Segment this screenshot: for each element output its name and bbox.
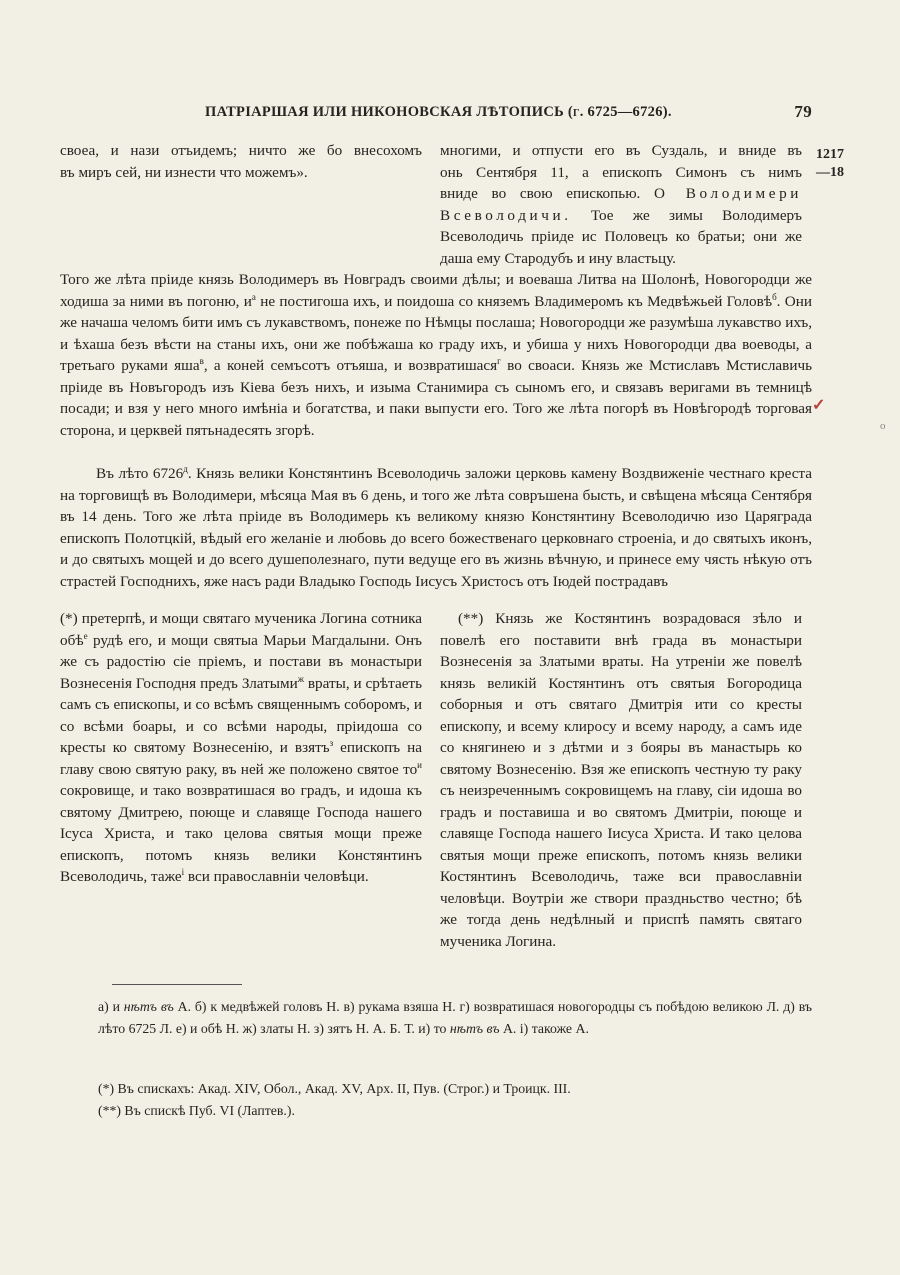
margin-year: 1217: [816, 147, 844, 162]
text-run: Въ лѣто 6726: [96, 465, 184, 482]
top-right-column: [440, 140, 802, 269]
top-left-column: [60, 140, 422, 183]
top-right-line: многими, и отпусти его въ Суздаль, и вниде въ: [440, 142, 802, 159]
text-run: (*) претерпѣ, и мощи святаго мученика Логина сотника обѣ: [60, 610, 422, 649]
footnote-rule: [112, 984, 242, 985]
footnote-ref: ж: [297, 673, 304, 684]
text-run: (**) Князь же Костянтинъ возрадовася зѣло и повелѣ его поставити внѣ града въ монастыри Вознесенія за Златыми враты. На утреніи же повелѣ князь великій Костянтинъ отъ святыя Богородица соборныя и отъ святаго Дмитрія ити со кресты епископу, и всему клиросу и всему народу, а самъ иде со княгинею и з дѣтми и з бояры въ манастырь ко святому Вознесенію. Взя же епископъ честную ту раку съ неизреченнымъ сокровищемъ на главу, сіи идоша во градъ и поставиша и во святомъ Дмитріи, поюще и славяще Господа нашего Іисуса Христа. И тако целова святыя мощи преже епископъ, потомъ князь велики Костянтинъ Всеволодичь, таже вси православніи человѣци. Воутріи же створи праздньство честно; бѣ же тогда день недѣлный и приспѣ память святаго мученика Логина.: [440, 610, 802, 950]
footnote-ref: б: [772, 291, 777, 302]
footnote-ref: г: [497, 356, 501, 366]
text-run-italic: нѣтъ въ: [449, 1021, 500, 1036]
top-right-line: онь Сентября 11, а епископъ Симонъ съ нимъ: [440, 163, 802, 181]
text-run: рудѣ его, и мощи святыа Марьи Магдалыни. Онъ же съ радостію сіе пріемъ, и постави въ монастыри Вознесенія Господня предъ Златыми: [60, 631, 422, 692]
left-variant-column: [60, 608, 422, 888]
paragraph-1: [60, 269, 812, 441]
text-run: не постигоша ихъ, и поидоша со княземъ Владимеромъ къ Медвѣжьей Головѣ: [255, 292, 773, 310]
header-title: ПАТРІАРШАЯ ИЛИ НИКОНОВСКАЯ ЛѢТОПИСЬ (г. 6725—6726).: [205, 104, 672, 120]
text-run: Того же лѣта пріиде князь Володимеръ въ Новградъ своими дѣлы; и воеваша Литва на Шолонѣ, Новогородци же ходиша за ними въ погоню, и: [60, 271, 812, 310]
text-run: вси православніи человѣци.: [184, 868, 369, 885]
text-run: сокровище, и тако возвратишася во градъ, и идоша къ святому Дмитрею, поюще и славяще Господа нашего Ісуса Христа, и тако целова святыя мощи преже епископъ, потомъ князь велики Констянтинъ Всеволодичь, таже: [60, 782, 422, 885]
margin-year-range: —18: [816, 165, 844, 180]
section-heading-spaced: О Володимери Всеволодичи.: [440, 185, 802, 224]
footnote-ref: і: [181, 867, 185, 877]
running-header: [60, 104, 812, 128]
text-run: А. і) такоже А.: [499, 1021, 589, 1036]
right-variant-column: [440, 608, 802, 952]
text-run-italic: нѣтъ въ: [123, 999, 174, 1014]
footnote-ref: а: [251, 291, 256, 302]
text-run: во своаси. Князь же Мстиславъ Мстиславичь пріиде въ Новъгородъ изъ Кіева безъ нихъ, и изыма Станимира съ сыномъ его, и связавъ веригами въ темницѣ посади; и взя у него много имѣніа и богатства, и паки выпусти его. Того же лѣта погорѣ въ Новѣгородѣ торговая сторона, и церквей пятьнадесять згорѣ.: [60, 357, 813, 439]
source-note: (**) Въ спискѣ Пуб. VI (Лаптев.).: [98, 1103, 295, 1118]
top-right-rest: Тое же зимы Володимеръ Всеволодичь пріиде ис Половецъ ко братьи; они же даша ему Стародубъ и ину властьцу.: [440, 206, 803, 267]
text-run: епископъ на главу свою святую раку, въ ней же положено святое то: [60, 739, 422, 778]
top-right-text: [440, 183, 802, 269]
text-run: а) и: [98, 999, 124, 1014]
top-left-line: въ миръ сей, ни изнести что можемъ».: [60, 163, 308, 181]
check-mark-icon: ✓: [812, 397, 826, 414]
top-left-line: своеа, и нази отъидемъ; ничто же бо внесохомъ: [60, 142, 422, 159]
page-number: 79: [794, 102, 812, 121]
footnote-ref: в: [199, 356, 204, 366]
footnote-ref: е: [83, 630, 88, 641]
source-note: (*) Въ спискахъ: Акад. XIV, Обол., Акад. XV, Арх. II, Пув. (Строг.) и Троицк. III.: [98, 1081, 571, 1096]
text-run: , а коней семъсотъ отъяша, и возвратишася: [203, 357, 498, 374]
footnote-ref: з: [329, 738, 334, 748]
footnotes-sources: [98, 1078, 812, 1122]
text-run: . Они же начаша челомъ бити имъ съ лукавствомъ, понеже по Нѣмцы послаша; Новогородци же разумѣша лукавство ихъ, и ѣхаша безъ вѣсти на станы ихъ, они же побѣжаша ко граду ихъ, и убиша у нихъ Новогородци два воеводы, а третьаго руками яша: [60, 292, 812, 374]
top-right-line: вниде во свою епископью.: [440, 185, 641, 202]
footnote-ref: и: [417, 759, 422, 770]
text-run: враты, и срѣтаеть самъ съ епископы, и со всѣмъ священнымъ соборомъ, и со всѣми боары, и со всѣми народы, пріидоша со кресты ко святому Вознесенію, и взятъ: [60, 674, 422, 756]
pencil-mark: о: [880, 420, 886, 432]
text-run: . Князь велики Констянтинъ Всеволодичь заложи церковь камену Воздвиженіе честнаго креста на торговищѣ въ Володимери, мѣсяца Мая въ 6 день, и того же лѣта совръшена бысть, и свѣщена мѣсяца Сентября въ 14 день. Того же лѣта пріиде въ Володимерь къ великому князю Констянтину Всеволодичю изо Царяграда епископъ Полотцкій, вѣдый его желаніе и любовь до всего божественаго церковнаго строеніа, и до святыхъ иконъ, и до святыхъ мощей и до всего душеполезнаго, пути ведуще его въ жизнь вѣчную, и принесе ему чясть нѣкую отъ страстей Господнихъ, яже насъ ради Владыко Господь Іисусъ Христосъ отъ Іюдей пострадавъ: [60, 465, 812, 590]
footnote-ref: д: [183, 464, 188, 474]
footnotes-variants: [98, 996, 812, 1040]
paragraph-2: [60, 463, 812, 592]
text-run: А. б) к медвѣжей головъ Н. в) рукама взяша Н. г) возвратишася новогородцы съ побѣдою великою Л. д) въ лѣто 6725 Л. е) и обѣ Н. ж) златы Н. з) зятъ Н. А. Б. Т. и) то: [98, 999, 812, 1036]
